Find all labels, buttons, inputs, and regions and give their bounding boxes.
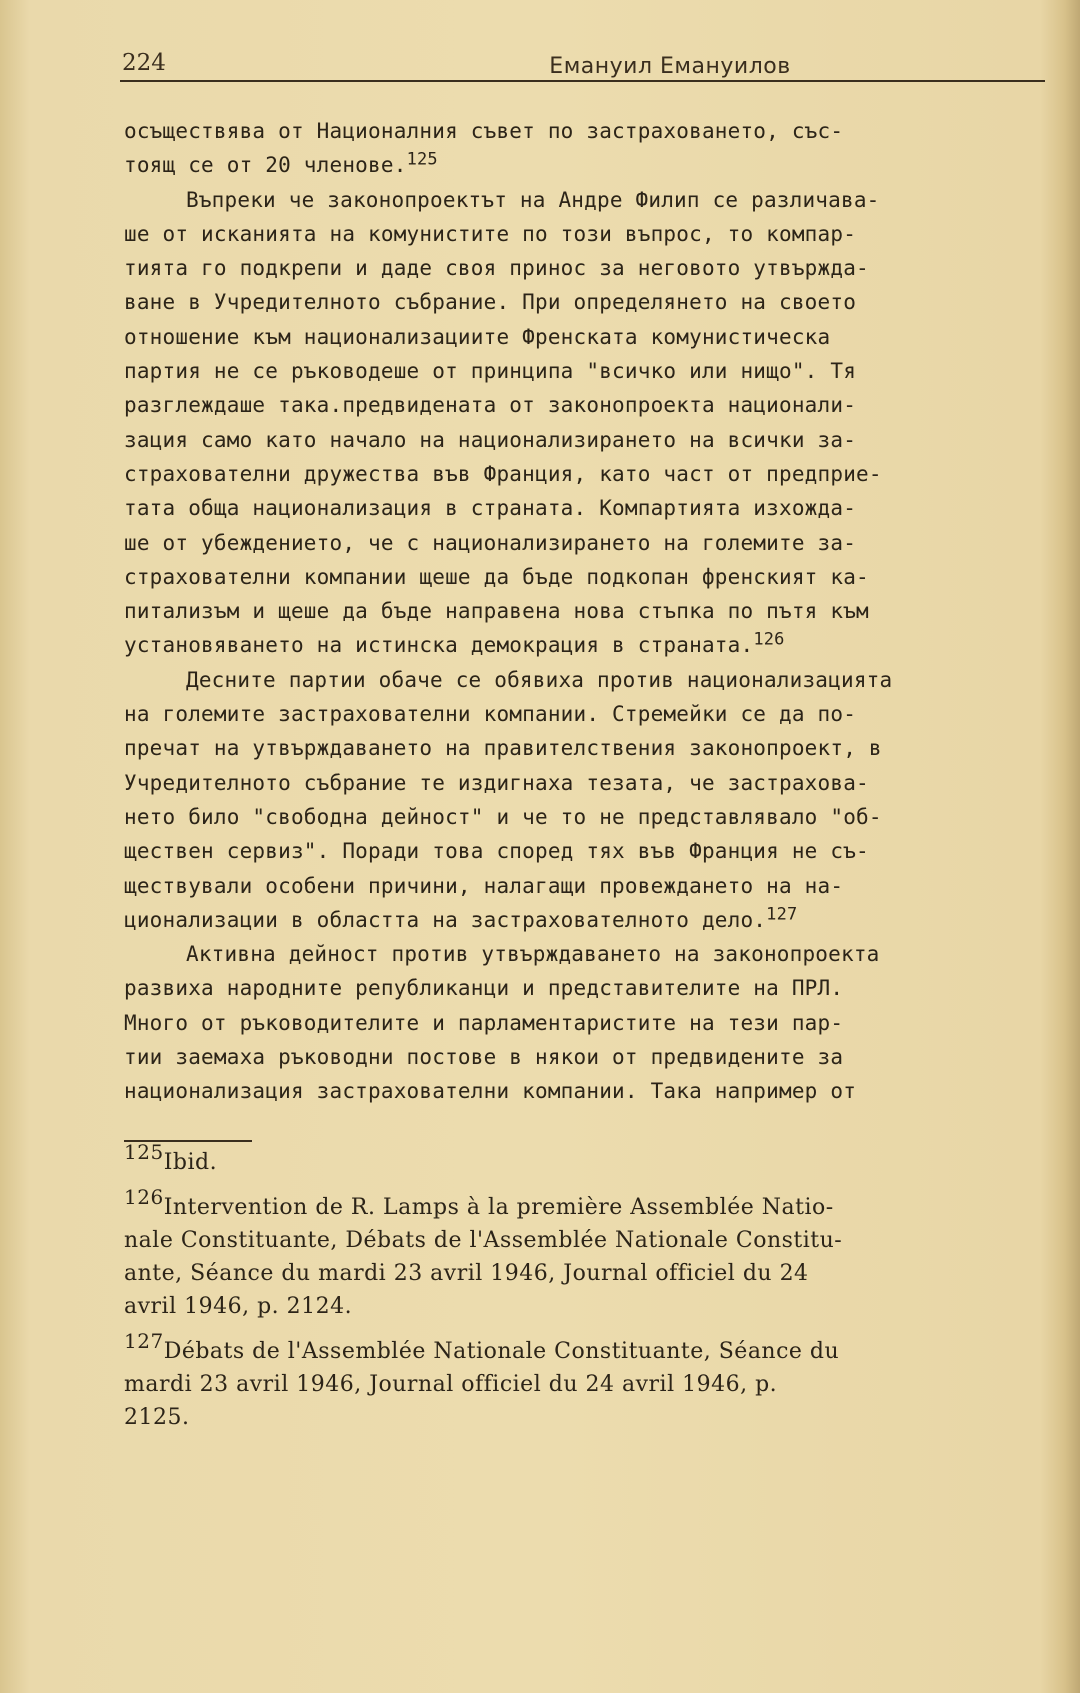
text-line: питализъм и щеше да бъде направена нова стъпка по пътя към xyxy=(124,599,869,624)
text-line: развиха народните републиканци и представителите на ПРЛ. xyxy=(124,976,844,1001)
text-line: на големите застрахователни компании. Стремейки се да по- xyxy=(124,702,857,727)
footnote-line: avril 1946, p. 2124. xyxy=(124,1294,353,1319)
text-line: осъществява от Националния съвет по застраховането, със- xyxy=(124,119,844,143)
footnote-125 xyxy=(124,1140,1054,1179)
text-line: страхователни компании щеше да бъде подкопан френският ка- xyxy=(124,564,869,589)
footnote-line: mardi 23 avril 1946, Journal officiel du 24 avril 1946, p. xyxy=(124,1372,778,1397)
text-line: нето било "свободна дейност" и че то не представлявало "об- xyxy=(124,804,882,829)
text-line: зация само като начало на национализирането на всички за- xyxy=(124,427,857,452)
text-line: тоящ се от 20 членове.$^{125}$ xyxy=(124,149,438,178)
running-title: Емануил Емануилов xyxy=(549,54,791,79)
footnote-line: 2125. xyxy=(124,1405,190,1430)
page-header xyxy=(120,46,1045,82)
text-line: ше от исканията на комунистите по този въпрос, то компар- xyxy=(124,221,857,246)
footnote-line: 125Ibid. xyxy=(124,1140,218,1175)
footnote-line: ante, Séance du mardi 23 avril 1946, Journal officiel du 24 xyxy=(124,1261,809,1286)
text-line: ване в Учредителното събрание. При определянето на своето xyxy=(124,290,857,315)
text-line: отношение към национализациите Френската комунистическа xyxy=(124,324,831,349)
text-line: ществували особени причини, налагащи провеждането на на- xyxy=(124,873,844,898)
footnote-127 xyxy=(124,1329,1054,1434)
text-line: пречат на утвърждаването на правителствения законопроект, в xyxy=(124,736,882,761)
footnote-number: 125 xyxy=(124,1140,164,1164)
footnote-line: 127Débats de l'Assemblée Nationale Constituante, Séance du xyxy=(124,1329,840,1364)
footnote-126 xyxy=(124,1185,1054,1323)
footnote-number: 127 xyxy=(124,1329,164,1353)
footnotes xyxy=(124,1140,1054,1446)
text-line: Много от ръководителите и парламентаристите на тези пар- xyxy=(124,1010,844,1035)
text-line: разглеждаше така.предвидената от законопроекта национали- xyxy=(124,393,857,418)
text-line: Учредителното събрание те издигнаха тезата, че застрахова- xyxy=(124,770,869,795)
footnote-ref-125: 125 xyxy=(406,149,438,170)
text-line: Десните партии обаче се обявиха против национализацията xyxy=(186,667,893,692)
text-line: тии заемаха ръководни постове в някои от предвидените за xyxy=(124,1045,844,1070)
footnote-ref-126: 126 xyxy=(753,629,785,650)
text-line: тията го подкрепи и даде своя принос за неговото утвържда- xyxy=(124,256,869,281)
main-text xyxy=(124,114,1054,1109)
text-line: Активна дейност против утвърждаването на законопроекта xyxy=(186,942,880,967)
page-number: 224 xyxy=(122,50,166,76)
text-line: национализация застрахователни компании. Така например от xyxy=(124,1079,857,1104)
text-line: страхователни дружества във Франция, като част от предприе- xyxy=(124,461,882,486)
text-line: ционализации в областта на застрахователното дело.$^{127}$ xyxy=(124,904,798,932)
text-line: ше от убеждението, че с национализирането на големите за- xyxy=(124,530,857,555)
footnote-ref-127: 127 xyxy=(766,904,798,925)
text-line: установяването на истинска демокрация в страната.$^{126}$ xyxy=(124,629,785,658)
text-line: ществен сервиз". Поради това според тях във Франция не съ- xyxy=(124,839,869,864)
footnote-line: nale Constituante, Débats de l'Assemblée Nationale Constitu- xyxy=(124,1228,843,1253)
text-line: партия не се ръководеше от принципа "всичко или нищо". Тя xyxy=(124,359,857,384)
footnote-line: 126Intervention de R. Lamps à la première Assemblée Natio- xyxy=(124,1185,834,1220)
text-line: тата обща национализация в страната. Компартията изхожда- xyxy=(124,496,857,521)
text-line: Въпреки че законопроектът на Андре Филип се различава- xyxy=(186,187,880,212)
footnote-number: 126 xyxy=(124,1185,164,1209)
